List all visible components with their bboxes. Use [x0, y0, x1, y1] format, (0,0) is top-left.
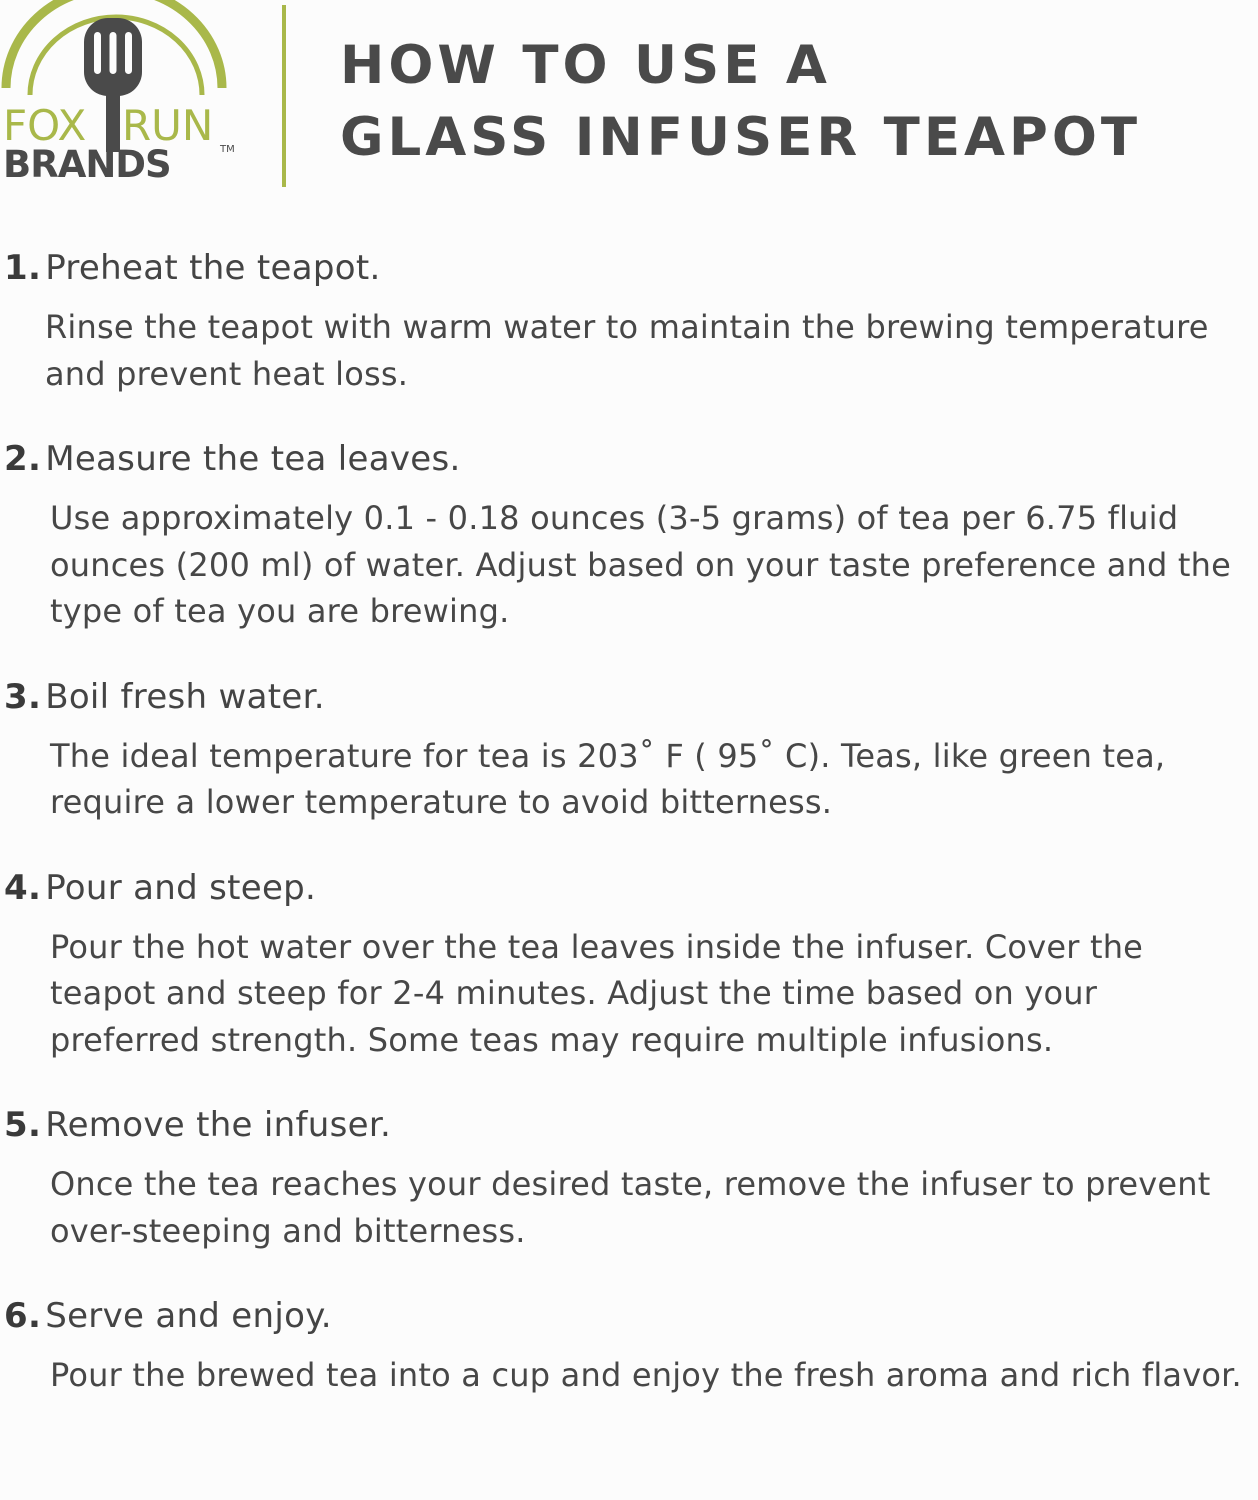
step-title: Remove the infuser.	[45, 1105, 392, 1145]
step-2	[0, 435, 1258, 635]
page-title-line-1: HOW TO USE A	[340, 35, 831, 96]
header-divider	[282, 5, 286, 187]
step-heading	[0, 244, 1258, 292]
step-number: 6.	[4, 1296, 42, 1336]
header	[0, 0, 1258, 200]
step-6	[0, 1292, 1258, 1399]
step-heading	[0, 1292, 1258, 1340]
step-number: 5.	[4, 1105, 42, 1145]
step-title: Boil fresh water.	[45, 676, 325, 717]
fox-run-brands-logo	[0, 0, 250, 190]
step-title: Preheat the teapot.	[45, 248, 381, 288]
steps-list	[0, 244, 1258, 1437]
brand-fox-text: FOX	[3, 101, 87, 150]
step-description: Once the tea reaches your desired taste, remove the infuser to prevent over-steeping and bitterness.	[50, 1165, 1211, 1250]
step-description: The ideal temperature for tea is 203˚ F ( 95˚ C). Teas, like green tea, require a lower temperature to avoid bitterness.	[50, 736, 1166, 821]
step-heading	[0, 864, 1258, 912]
brand-run-text: RUN	[122, 101, 214, 150]
step-5	[0, 1101, 1258, 1254]
page-title	[340, 30, 1141, 174]
step-heading	[0, 435, 1258, 483]
step-description: Pour the hot water over the tea leaves inside the infuser. Cover the teapot and steep for 2-4 minutes. Adjust the time based on your preferred strength. Some teas may require multiple infusions.	[50, 927, 1144, 1059]
brand-brands-text: BRANDS	[3, 143, 171, 186]
step-description: Pour the brewed tea into a cup and enjoy the fresh aroma and rich flavor.	[50, 1356, 1242, 1394]
step-description: Use approximately 0.1 - 0.18 ounces (3-5 grams) of tea per 6.75 fluid ounces (200 ml) of water. Adjust based on your taste preference and the type of tea you are brewing.	[50, 499, 1232, 630]
step-1	[0, 244, 1258, 397]
brand-trademark: TM	[220, 144, 235, 155]
step-description: Rinse the teapot with warm water to maintain the brewing temperature and prevent heat loss.	[45, 308, 1209, 393]
step-3	[0, 673, 1258, 826]
step-title: Serve and enjoy.	[45, 1296, 332, 1336]
step-title: Pour and steep.	[45, 867, 317, 908]
step-number: 4.	[4, 867, 42, 908]
step-4	[0, 864, 1258, 1064]
page-title-line-2: GLASS INFUSER TEAPOT	[340, 107, 1142, 168]
step-number: 1.	[4, 248, 42, 288]
step-heading	[0, 673, 1258, 721]
step-heading	[0, 1101, 1258, 1149]
step-title: Measure the tea leaves.	[45, 439, 461, 479]
step-number: 2.	[4, 439, 42, 479]
step-number: 3.	[4, 676, 42, 717]
